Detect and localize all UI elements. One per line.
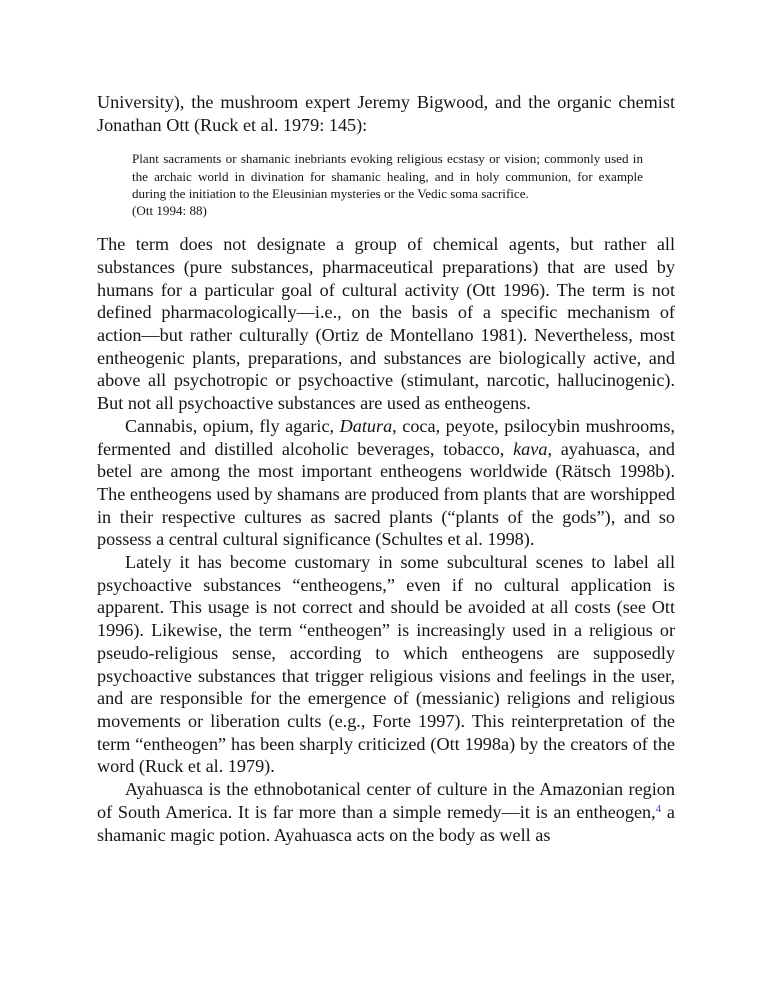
paragraph-3-italic-datura: Datura [339,415,393,436]
opening-paragraph: University), the mushroom expert Jeremy Bigwood, and the organic chemist Jonathan Ott (Ruck et al. 1979: 145): [97,92,675,135]
paragraph-ayahuasca [97,778,675,846]
paragraph-3-part-2: , coca, peyote, psilocybin mushrooms, fermented and distilled alcoholic beverages, tobacco, [97,415,675,459]
paragraph-3-part-3: , ayahuasca, and betel are among the most important entheogens worldwide (Rätsch 1998b). The entheogens used by shamans are produced from plants that are worshipped in their respective cultures as sacred plants (“plants of the gods”), and so possess a central cultural significance (Schultes et al. 1998). [97,438,676,550]
footnote-reference[interactable]: 4 [655,802,662,815]
paragraph-entheogen-definition: The term does not designate a group of chemical agents, but rather all substances (pure substances, pharmaceutical preparations) that are used by humans for a particular goal of cultural activity (Ott 1996). The term is not defined pharmacologically—i.e., on the basis of a specific mechanism of action—but rather culturally (Ortiz de Montellano 1981). Nevertheless, most entheogenic plants, preparations, and substances are biologically active, and above all psychotropic or psychoactive (stimulant, narcotic, hallucinogenic). But not all psychoactive substances are used as entheogens. [97,234,675,414]
paragraph-3-part-1: Cannabis, opium, fly agaric, [125,415,340,436]
block-quote [132,150,643,219]
paragraph-entheogen-examples [97,415,675,551]
paragraph-3-italic-kava: kava [513,438,548,459]
block-quote-citation: (Ott 1994: 88) [132,203,207,219]
document-page [97,91,675,846]
block-quote-text: Plant sacraments or shamanic inebriants evoking religious ecstasy or vision; commonly used in the archaic world in divination for shamanic healing, and in holy communion, for example during the initiation to the Eleusinian mysteries or the Vedic soma sacrifice. [132,151,643,201]
paragraph-5-part-2: a shamanic magic potion. Ayahuasca acts on the body as well as [97,801,676,845]
paragraph-term-usage: Lately it has become customary in some subcultural scenes to label all psychoactive substances “entheogens,” even if no cultural application is apparent. This usage is not correct and should be avoided at all costs (see Ott 1996). Likewise, the term “entheogen” is increasingly used in a religious or pseudo-religious sense, according to which entheogens are supposedly psychoactive substances that trigger religious visions and feelings in the user, and are responsible for the emergence of (messianic) religions and religious movements or liberation cults (e.g., Forte 1997). This reinterpretation of the term “entheogen” has been sharply criticized (Ott 1998a) by the creators of the word (Ruck et al. 1979). [97,552,675,777]
paragraph-5-part-1: Ayahuasca is the ethnobotanical center of culture in the Amazonian region of South America. It is far more than a simple remedy—it is an entheogen, [97,779,675,822]
